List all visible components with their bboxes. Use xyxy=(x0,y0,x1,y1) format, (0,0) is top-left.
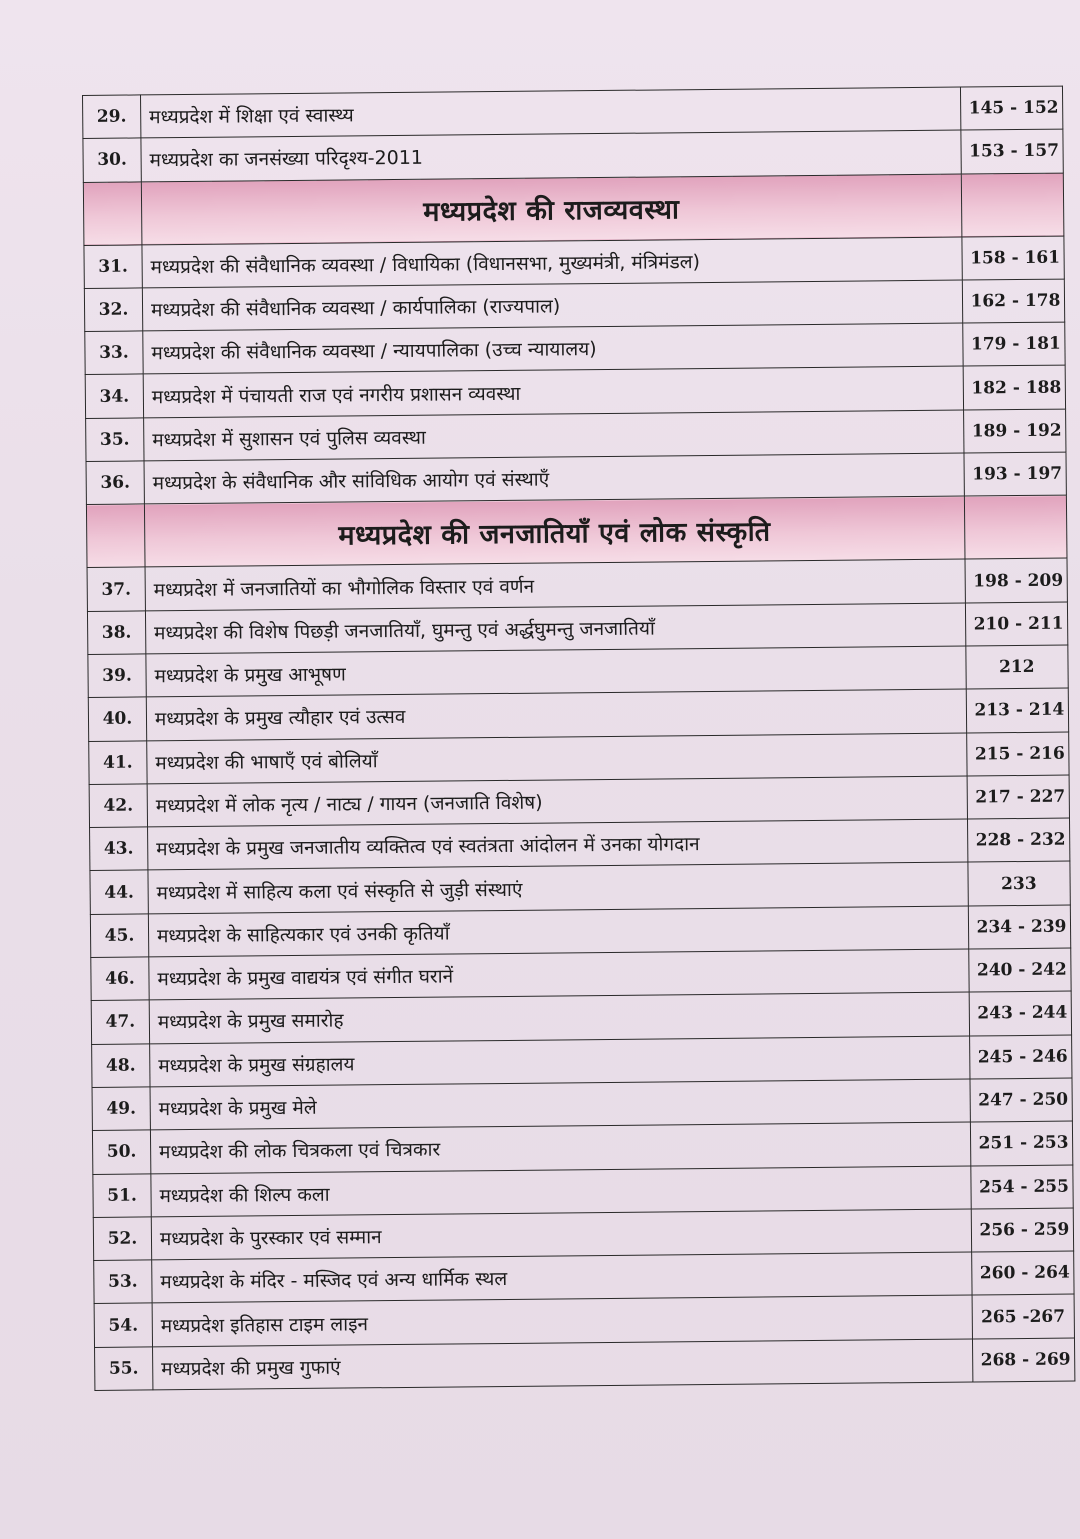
chapter-number: 38. xyxy=(87,611,145,655)
chapter-title: मध्यप्रदेश के प्रमुख जनजातीय व्यक्तित्व एवं स्वतंत्रता आंदोलन में उनका योगदान xyxy=(147,819,967,870)
heading-spacer xyxy=(964,495,1067,559)
chapter-title: मध्यप्रदेश के प्रमुख समारोह xyxy=(149,992,969,1043)
chapter-title: मध्यप्रदेश के पुरस्कार एवं सम्मान xyxy=(151,1209,971,1260)
toc-body xyxy=(83,86,1075,1390)
chapter-title: मध्यप्रदेश के प्रमुख त्यौहार एवं उत्सव xyxy=(146,689,966,740)
chapter-title: मध्यप्रदेश की लोक चित्रकला एवं चित्रकार xyxy=(150,1122,970,1173)
chapter-number: 30. xyxy=(83,138,141,182)
page-range: 158 - 161 xyxy=(961,236,1064,280)
page-range: 210 - 211 xyxy=(965,602,1068,646)
chapter-title: मध्यप्रदेश में सुशासन एवं पुलिस व्यवस्था xyxy=(144,410,964,461)
chapter-number: 43. xyxy=(90,827,148,871)
chapter-title: मध्यप्रदेश का जनसंख्या परिदृश्य-2011 xyxy=(141,130,961,181)
chapter-number: 33. xyxy=(85,331,143,375)
chapter-number: 53. xyxy=(94,1260,152,1304)
page-range: 193 - 197 xyxy=(964,452,1067,496)
page-range: 212 xyxy=(965,645,1068,689)
page-range: 145 - 152 xyxy=(960,86,1063,130)
chapter-number: 51. xyxy=(93,1173,151,1217)
chapter-title: मध्यप्रदेश की संवैधानिक व्यवस्था / न्यायपालिका (उच्च न्यायालय) xyxy=(143,323,963,374)
page-range: 189 - 192 xyxy=(963,409,1066,453)
chapter-number: 31. xyxy=(84,245,142,289)
chapter-number: 49. xyxy=(92,1087,150,1131)
chapter-number: 54. xyxy=(94,1303,152,1347)
chapter-number: 37. xyxy=(87,567,145,611)
page-range: 153 - 157 xyxy=(960,129,1063,173)
chapter-title: मध्यप्रदेश के प्रमुख वाद्ययंत्र एवं संगीत घरानें xyxy=(149,949,969,1000)
chapter-number: 40. xyxy=(88,697,146,741)
chapter-number: 32. xyxy=(84,288,142,332)
chapter-number: 55. xyxy=(95,1347,153,1391)
chapter-number: 36. xyxy=(86,461,144,505)
page-range: 240 - 242 xyxy=(968,948,1071,992)
page-range: 179 - 181 xyxy=(962,322,1065,366)
heading-spacer xyxy=(83,182,142,246)
chapter-title: मध्यप्रदेश के साहित्यकार एवं उनकी कृतियाँ xyxy=(148,906,968,957)
chapter-title: मध्यप्रदेश इतिहास टाइम लाइन xyxy=(152,1295,972,1346)
chapter-number: 52. xyxy=(93,1217,151,1261)
chapter-number: 39. xyxy=(88,654,146,698)
chapter-number: 34. xyxy=(85,374,143,418)
toc-row xyxy=(95,1338,1075,1391)
chapter-title: मध्यप्रदेश के प्रमुख आभूषण xyxy=(146,646,966,697)
show-through-text xyxy=(720,1455,725,1475)
chapter-title: मध्यप्रदेश में पंचायती राज एवं नगरीय प्रशासन व्यवस्था xyxy=(143,367,963,418)
table-of-contents xyxy=(82,86,1075,1391)
page-range: 162 - 178 xyxy=(962,279,1065,323)
page-range: 268 - 269 xyxy=(972,1338,1075,1382)
chapter-number: 29. xyxy=(83,95,141,139)
section-heading-row xyxy=(86,495,1067,567)
page-range: 182 - 188 xyxy=(963,366,1066,410)
page-range: 245 - 246 xyxy=(969,1035,1072,1079)
chapter-number: 42. xyxy=(89,784,147,828)
page-range: 243 - 244 xyxy=(969,991,1072,1035)
chapter-number: 48. xyxy=(92,1044,150,1088)
page-range: 265 -267 xyxy=(972,1294,1075,1338)
chapter-title: मध्यप्रदेश की प्रमुख गुफाएं xyxy=(152,1339,972,1390)
page-range: 213 - 214 xyxy=(966,688,1069,732)
chapter-title: मध्यप्रदेश की भाषाएँ एवं बोलियाँ xyxy=(147,733,967,784)
chapter-number: 47. xyxy=(91,1000,149,1044)
section-heading: मध्यप्रदेश की जनजातियाँ एवं लोक संस्कृति xyxy=(144,496,964,567)
section-heading-row xyxy=(83,173,1064,245)
page-range: 256 - 259 xyxy=(971,1208,1074,1252)
chapter-title: मध्यप्रदेश की विशेष पिछड़ी जनजातियाँ, घुमन्तु एवं अर्द्धघुमन्तु जनजातियाँ xyxy=(145,603,965,654)
page-range: 260 - 264 xyxy=(971,1251,1074,1295)
chapter-title: मध्यप्रदेश में शिक्षा एवं स्वास्थ्य xyxy=(140,87,960,138)
heading-spacer xyxy=(86,504,145,568)
chapter-number: 50. xyxy=(92,1130,150,1174)
chapter-number: 46. xyxy=(91,957,149,1001)
page-range: 251 - 253 xyxy=(970,1121,1073,1165)
chapter-number: 45. xyxy=(90,914,148,958)
page-range: 233 xyxy=(967,862,1070,906)
chapter-number: 44. xyxy=(90,870,148,914)
chapter-title: मध्यप्रदेश की शिल्प कला xyxy=(151,1166,971,1217)
page-range: 254 - 255 xyxy=(970,1165,1073,1209)
chapter-title: मध्यप्रदेश के मंदिर - मस्जिद एवं अन्य धार्मिक स्थल xyxy=(152,1252,972,1303)
page-range: 215 - 216 xyxy=(966,732,1069,776)
heading-spacer xyxy=(961,173,1064,237)
chapter-title: मध्यप्रदेश के प्रमुख संग्रहालय xyxy=(150,1036,970,1087)
chapter-title: मध्यप्रदेश में साहित्य कला एवं संस्कृति से जुड़ी संस्थाएं xyxy=(148,862,968,913)
chapter-title: मध्यप्रदेश में जनजातियों का भौगोलिक विस्तार एवं वर्णन xyxy=(145,559,965,610)
chapter-title: मध्यप्रदेश की संवैधानिक व्यवस्था / कार्यपालिका (राज्यपाल) xyxy=(142,280,962,331)
chapter-title: मध्यप्रदेश की संवैधानिक व्यवस्था / विधायिका (विधानसभा, मुख्यमंत्री, मंत्रिमंडल) xyxy=(142,237,962,288)
chapter-title: मध्यप्रदेश में लोक नृत्य / नाट्य / गायन (जनजाति विशेष) xyxy=(147,776,967,827)
page-range: 228 - 232 xyxy=(967,818,1070,862)
page-range: 217 - 227 xyxy=(967,775,1070,819)
section-heading: मध्यप्रदेश की राजव्यवस्था xyxy=(141,174,961,245)
page-range: 198 - 209 xyxy=(965,558,1068,602)
chapter-title: मध्यप्रदेश के संवैधानिक और सांविधिक आयोग एवं संस्थाएँ xyxy=(144,453,964,504)
chapter-number: 41. xyxy=(89,740,147,784)
chapter-title: मध्यप्रदेश के प्रमुख मेले xyxy=(150,1079,970,1130)
page-range: 247 - 250 xyxy=(970,1078,1073,1122)
chapter-number: 35. xyxy=(86,418,144,462)
page-range: 234 - 239 xyxy=(968,905,1071,949)
